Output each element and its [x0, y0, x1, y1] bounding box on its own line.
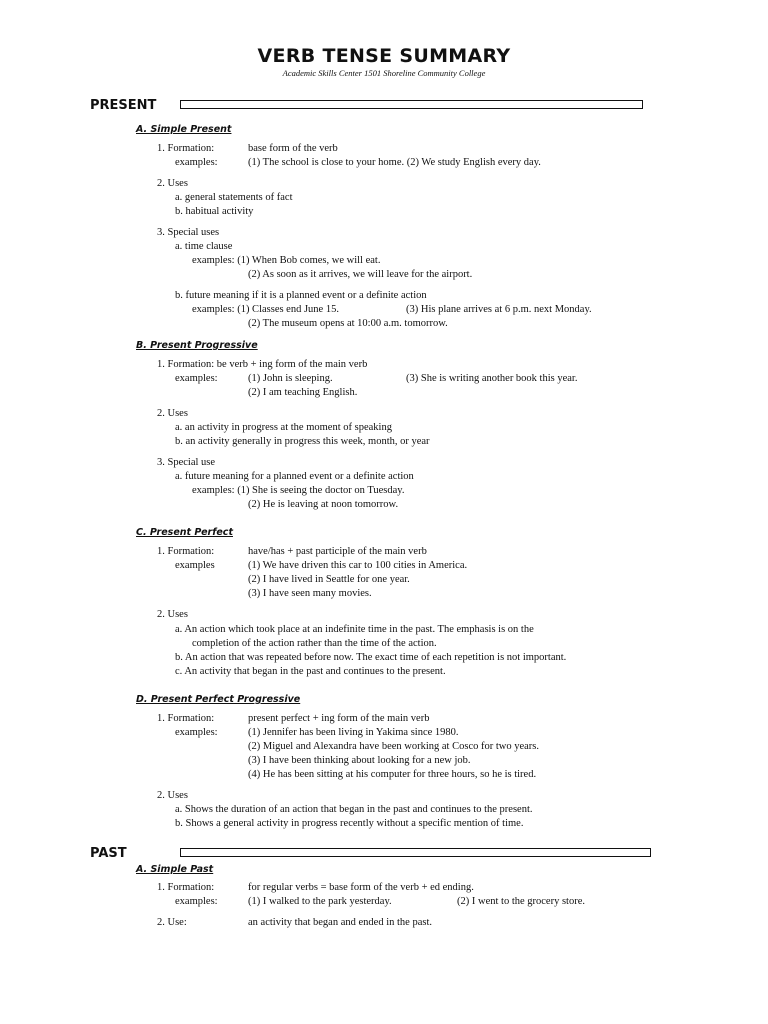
section-bar-past [180, 848, 651, 857]
formation-value: base form of the verb [248, 143, 338, 154]
section-bar-present [180, 100, 643, 109]
use-label: 2. Use: [157, 917, 187, 928]
formation-label: 1. Formation: [157, 143, 215, 154]
examples-label: examples: [175, 896, 218, 907]
example-text: (2) I have lived in Seattle for one year. [248, 574, 410, 585]
section-heading-present: PRESENT [90, 98, 157, 113]
example-text: (2) As soon as it arrives, we will leave for the airport. [248, 269, 473, 280]
example-text: (2) He is leaving at noon tomorrow. [248, 499, 399, 510]
use-item: a. an activity in progress at the moment of speaking [175, 422, 392, 433]
subsection-heading-present-perfect-progressive: D. Present Perfect Progressive [136, 694, 301, 705]
special-uses-label: 3. Special uses [157, 227, 220, 238]
formation-label: 1. Formation: be verb + ing form of the main verb [157, 359, 368, 370]
example-text: examples: (1) When Bob comes, we will eat. [192, 255, 381, 266]
examples-label: examples: [175, 373, 218, 384]
special-use-item: a. future meaning for a planned event or a definite action [175, 471, 414, 482]
use-item-continued: completion of the action rather than the time of the action. [192, 638, 437, 649]
examples-label: examples: [175, 157, 218, 168]
example-text: (2) I am teaching English. [248, 387, 358, 398]
use-item: b. habitual activity [175, 206, 254, 217]
example-text: examples: (1) Classes end June 15. [192, 304, 339, 315]
example-text: examples: (1) She is seeing the doctor on Tuesday. [192, 485, 405, 496]
formation-value: have/has + past participle of the main verb [248, 546, 427, 557]
subsection-heading-present-progressive: B. Present Progressive [136, 340, 258, 351]
subsection-heading-simple-past: A. Simple Past [136, 864, 214, 875]
uses-label: 2. Uses [157, 408, 188, 419]
formation-label: 1. Formation: [157, 546, 215, 557]
special-uses-label: 3. Special use [157, 457, 216, 468]
formation-label: 1. Formation: [157, 713, 215, 724]
example-text: (3) I have seen many movies. [248, 588, 372, 599]
formation-label: 1. Formation: [157, 882, 215, 893]
example-text: (2) Miguel and Alexandra have been working at Cosco for two years. [248, 741, 539, 752]
example-text: (1) I walked to the park yesterday. [248, 896, 392, 907]
use-value: an activity that began and ended in the past. [248, 917, 432, 928]
example-text: (1) We have driven this car to 100 cities in America. [248, 560, 468, 571]
example-text: (4) He has been sitting at his computer for three hours, so he is tired. [248, 769, 537, 780]
use-item: a. Shows the duration of an action that began in the past and continues to the present. [175, 804, 533, 815]
example-text: (1) The school is close to your home. (2) We study English every day. [248, 157, 541, 168]
example-text: (2) I went to the grocery store. [457, 896, 585, 907]
subsection-heading-present-perfect: C. Present Perfect [136, 527, 233, 538]
use-item: a. general statements of fact [175, 192, 293, 203]
example-text: (1) Jennifer has been living in Yakima since 1980. [248, 727, 459, 738]
formation-value: for regular verbs = base form of the verb + ed ending. [248, 882, 474, 893]
examples-label: examples: [175, 727, 218, 738]
uses-label: 2. Uses [157, 790, 188, 801]
page-subtitle: Academic Skills Center 1501 Shoreline Community College [282, 68, 486, 78]
uses-label: 2. Uses [157, 609, 188, 620]
formation-value: present perfect + ing form of the main verb [248, 713, 430, 724]
example-text: (3) His plane arrives at 6 p.m. next Monday. [406, 304, 592, 315]
special-use-item: a. time clause [175, 241, 233, 252]
subsection-heading-simple-present: A. Simple Present [136, 124, 232, 135]
use-item: b. An action that was repeated before now. The exact time of each repetition is not important. [175, 652, 567, 663]
example-text: (3) I have been thinking about looking for a new job. [248, 755, 471, 766]
page-title: VERB TENSE SUMMARY [257, 45, 511, 67]
examples-label: examples [175, 560, 215, 571]
use-item: a. An action which took place at an indefinite time in the past. The emphasis is on the [175, 624, 534, 635]
use-item: c. An activity that began in the past and continues to the present. [175, 666, 446, 677]
example-text: (2) The museum opens at 10:00 a.m. tomorrow. [248, 318, 448, 329]
uses-label: 2. Uses [157, 178, 188, 189]
use-item: b. an activity generally in progress this week, month, or year [175, 436, 430, 447]
section-heading-past: PAST [90, 846, 127, 861]
example-text: (3) She is writing another book this year. [406, 373, 578, 384]
example-text: (1) John is sleeping. [248, 373, 333, 384]
use-item: b. Shows a general activity in progress recently without a specific mention of time. [175, 818, 524, 829]
special-use-item: b. future meaning if it is a planned event or a definite action [175, 290, 427, 301]
